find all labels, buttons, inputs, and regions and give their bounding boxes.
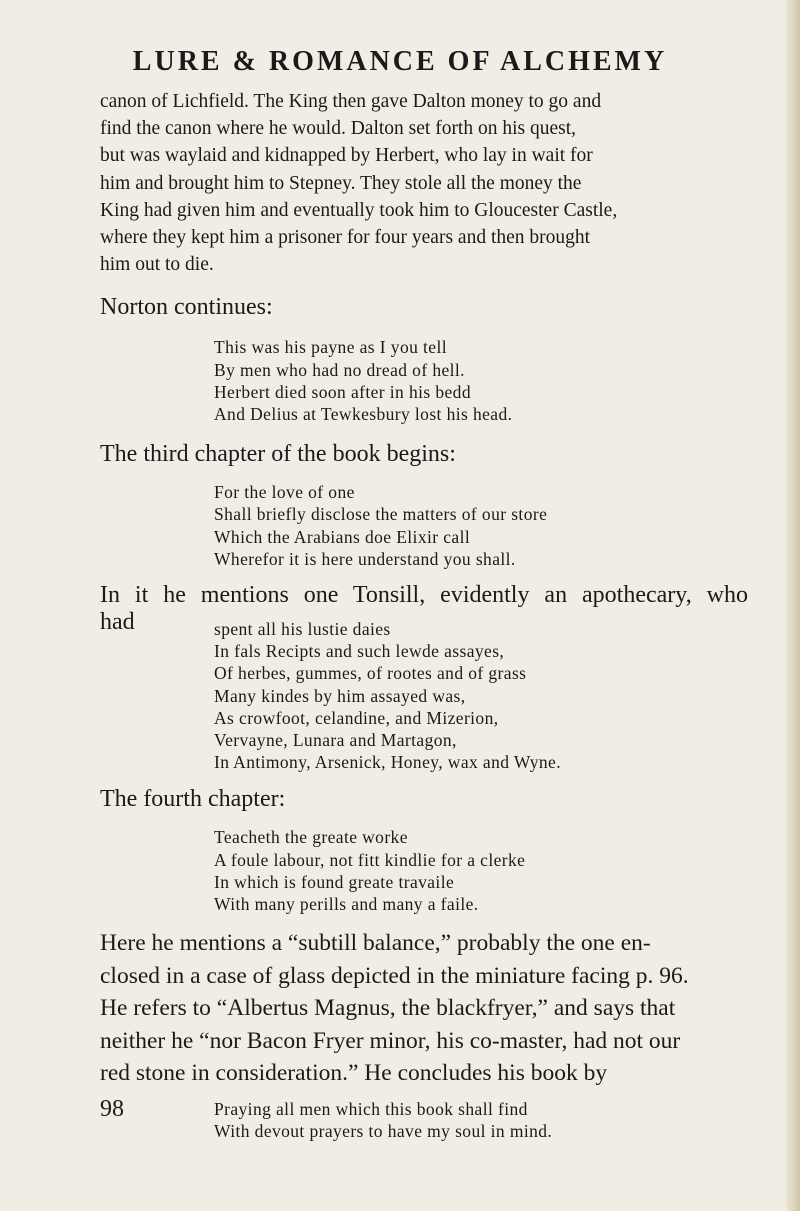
text-line: red stone in consideration.” He concludes his book by xyxy=(100,1060,608,1087)
verse-line: Praying all men which this book shall find xyxy=(214,1098,528,1119)
verse-line: Shall briefly disclose the matters of our store xyxy=(214,504,548,525)
text-line: him and brought him to Stepney. They stole all the money the xyxy=(100,172,582,194)
verse-line: Which the Arabians doe Elixir call xyxy=(214,526,471,547)
verse-tonsill xyxy=(100,610,748,773)
verse-conclusion xyxy=(100,1098,748,1142)
text-line: Here he mentions a “subtill balance,” probably the one en- xyxy=(100,930,651,957)
verse-norton xyxy=(100,336,748,425)
verse-line: Wherefor it is here understand you shall. xyxy=(214,548,516,569)
page-number: 98 xyxy=(100,1096,124,1122)
text-line: He refers to “Albertus Magnus, the blackfryer,” and says that xyxy=(100,995,676,1022)
verse-line: In fals Recipts and such lewde assayes, xyxy=(214,641,505,662)
verse-line: For the love of one xyxy=(214,482,355,503)
third-chapter-lead: The third chapter of the book begins: xyxy=(100,441,456,468)
page-body xyxy=(100,88,748,1142)
verse-fourth-chapter xyxy=(100,826,748,915)
tonsill-lead: In it he mentions one Tonsill, evidently an apothecary, who xyxy=(100,582,748,609)
verse-third-chapter xyxy=(100,481,748,570)
verse-line: With devout prayers to have my soul in mind. xyxy=(214,1120,553,1141)
text-line: find the canon where he would. Dalton set forth on his quest, xyxy=(100,118,577,140)
verse-line: In which is found greate travaile xyxy=(214,871,455,892)
verse-line: Teacheth the greate worke xyxy=(214,827,408,848)
verse-line: Of herbes, gummes, of rootes and of grass xyxy=(214,663,527,684)
fourth-chapter-lead: The fourth chapter: xyxy=(100,786,286,813)
verse-line: Herbert died soon after in his bedd xyxy=(214,381,471,402)
text-line: him out to die. xyxy=(100,254,214,276)
paragraph-conclusion xyxy=(100,927,748,1090)
text-line: canon of Lichfield. The King then gave Dalton money to go and xyxy=(100,91,602,112)
verse-line: Vervayne, Lunara and Martagon, xyxy=(214,730,457,751)
verse-line: A foule labour, not fitt kindlie for a clerke xyxy=(214,849,526,870)
tonsill-continuation xyxy=(100,610,748,773)
verse-line: This was his payne as I you tell xyxy=(214,337,447,358)
norton-lead: Norton continues: xyxy=(100,294,273,321)
text-line: where they kept him a prisoner for four years and then brought xyxy=(100,227,591,249)
verse-line: With many perills and many a faile. xyxy=(214,894,479,915)
verse-line: By men who had no dread of hell. xyxy=(214,359,465,380)
verse-line: As crowfoot, celandine, and Mizerion, xyxy=(214,707,499,728)
page-edge-shadow xyxy=(786,0,800,1211)
verse-line: spent all his lustie daies xyxy=(214,619,391,640)
text-line: closed in a case of glass depicted in the miniature facing p. 96. xyxy=(100,962,689,989)
verse-line: And Delius at Tewkesbury lost his head. xyxy=(214,404,513,425)
verse-line: Many kindes by him assayed was, xyxy=(214,685,466,706)
running-header: LURE & ROMANCE OF ALCHEMY xyxy=(132,46,668,77)
tonsill-lead-tail: had xyxy=(100,609,135,636)
text-line: neither he “nor Bacon Fryer minor, his co-master, had not our xyxy=(100,1027,681,1054)
paragraph-dalton xyxy=(100,88,748,278)
text-line: King had given him and eventually took him to Gloucester Castle, xyxy=(100,199,618,221)
text-line: but was waylaid and kidnapped by Herbert, who lay in wait for xyxy=(100,145,593,167)
verse-line: In Antimony, Arsenick, Honey, wax and Wyne. xyxy=(214,752,561,773)
